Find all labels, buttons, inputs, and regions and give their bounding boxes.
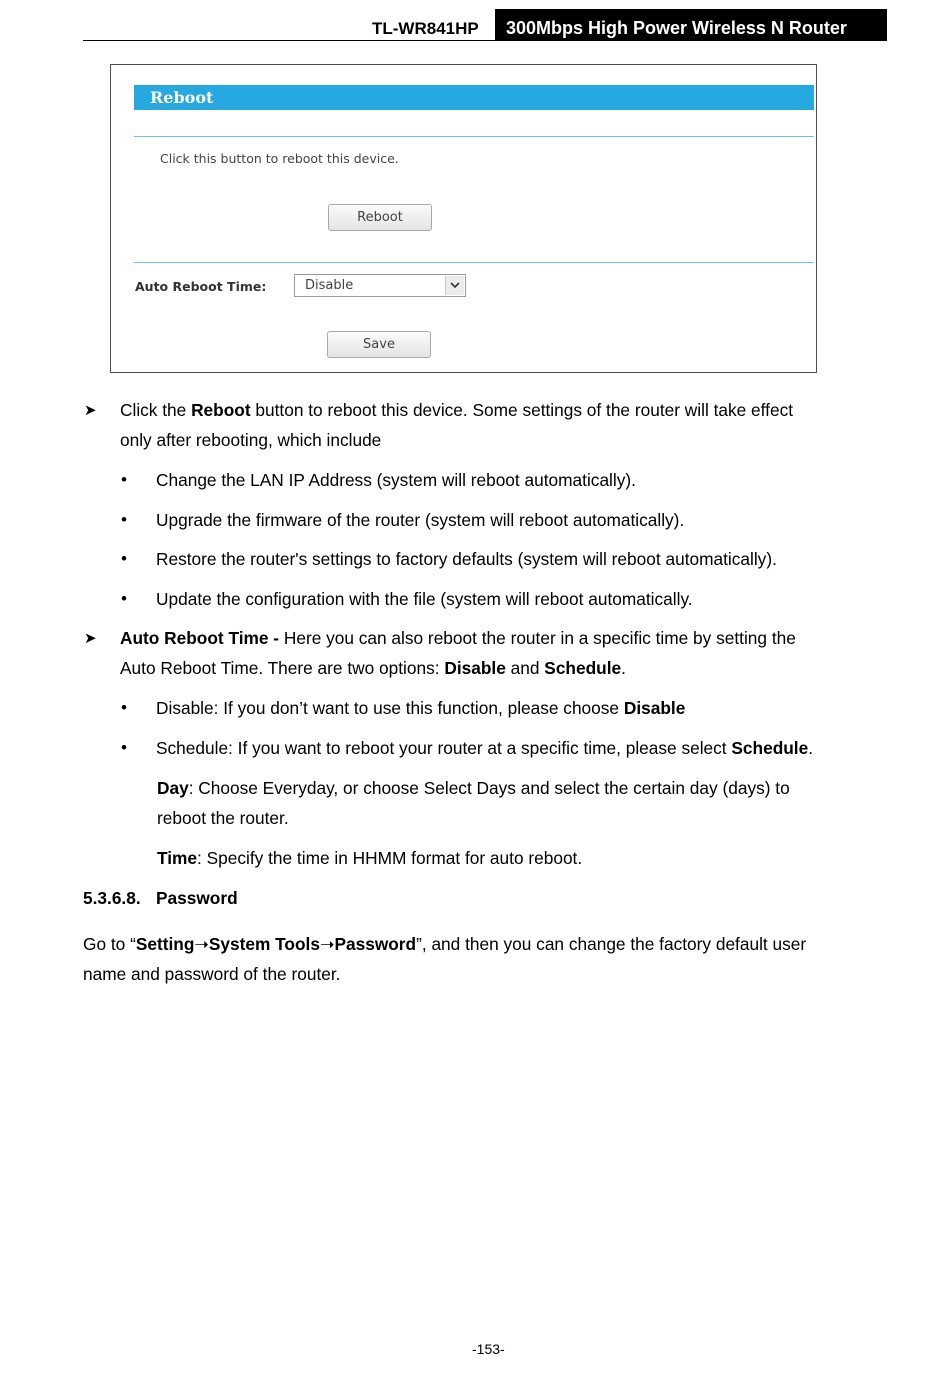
bullet-dot: • — [121, 698, 127, 717]
list-item: Update the configuration with the file (system will reboot automatically. — [156, 589, 693, 609]
item2-line2: Auto Reboot Time. There are two options: Disable and Schedule. — [120, 658, 626, 678]
save-button[interactable]: Save — [327, 331, 431, 358]
list-item: Upgrade the firmware of the router (system will reboot automatically). — [156, 510, 685, 530]
auto-reboot-select[interactable] — [294, 274, 466, 297]
bullet-dot: • — [121, 510, 127, 529]
arrow-bullet-icon: ➤ — [84, 402, 97, 419]
day-line2: reboot the router. — [157, 808, 289, 828]
list-item: Change the LAN IP Address (system will reboot automatically). — [156, 470, 636, 490]
reboot-section-title: Reboot — [134, 85, 814, 110]
arrow-bullet-icon: ➤ — [84, 630, 97, 647]
header-divider — [83, 40, 887, 41]
header-model: TL-WR841HP — [372, 19, 479, 38]
item1-line2: only after rebooting, which include — [120, 430, 382, 450]
list-item-schedule: Schedule: If you want to reboot your router at a specific time, please select Schedule. — [156, 738, 814, 758]
auto-reboot-value: Disable — [305, 278, 354, 293]
reboot-description: Click this button to reboot this device. — [160, 151, 399, 166]
goto-line2: name and password of the router. — [83, 964, 341, 984]
item2-line1: Auto Reboot Time - Here you can also reboot the router in a specific time by setting the — [120, 628, 796, 648]
divider — [134, 262, 814, 263]
divider — [134, 136, 814, 137]
goto-line1: Go to “Setting➝System Tools➝Password”, and then you can change the factory default user — [83, 934, 807, 954]
auto-reboot-label: Auto Reboot Time: — [135, 279, 267, 294]
list-item: Restore the router's settings to factory defaults (system will reboot automatically). — [156, 549, 777, 569]
bullet-dot: • — [121, 589, 127, 608]
reboot-button[interactable]: Reboot — [328, 204, 432, 231]
header-title: 300Mbps High Power Wireless N Router — [495, 9, 887, 40]
page-number: -153- — [472, 1341, 505, 1357]
reboot-screenshot — [110, 64, 817, 373]
bullet-dot: • — [121, 470, 127, 489]
day-line1: Day: Choose Everyday, or choose Select Days and select the certain day (days) to — [157, 778, 790, 798]
bullet-dot: • — [121, 738, 127, 757]
bullet-dot: • — [121, 549, 127, 568]
item1-line1: Click the Reboot button to reboot this device. Some settings of the router will take effect — [120, 400, 794, 420]
time-line: Time: Specify the time in HHMM format for auto reboot. — [157, 848, 583, 868]
chevron-down-icon — [445, 276, 464, 295]
list-item-disable: Disable: If you don’t want to use this function, please choose Disable — [156, 698, 686, 718]
section-heading: 5.3.6.8. Password — [83, 888, 238, 908]
